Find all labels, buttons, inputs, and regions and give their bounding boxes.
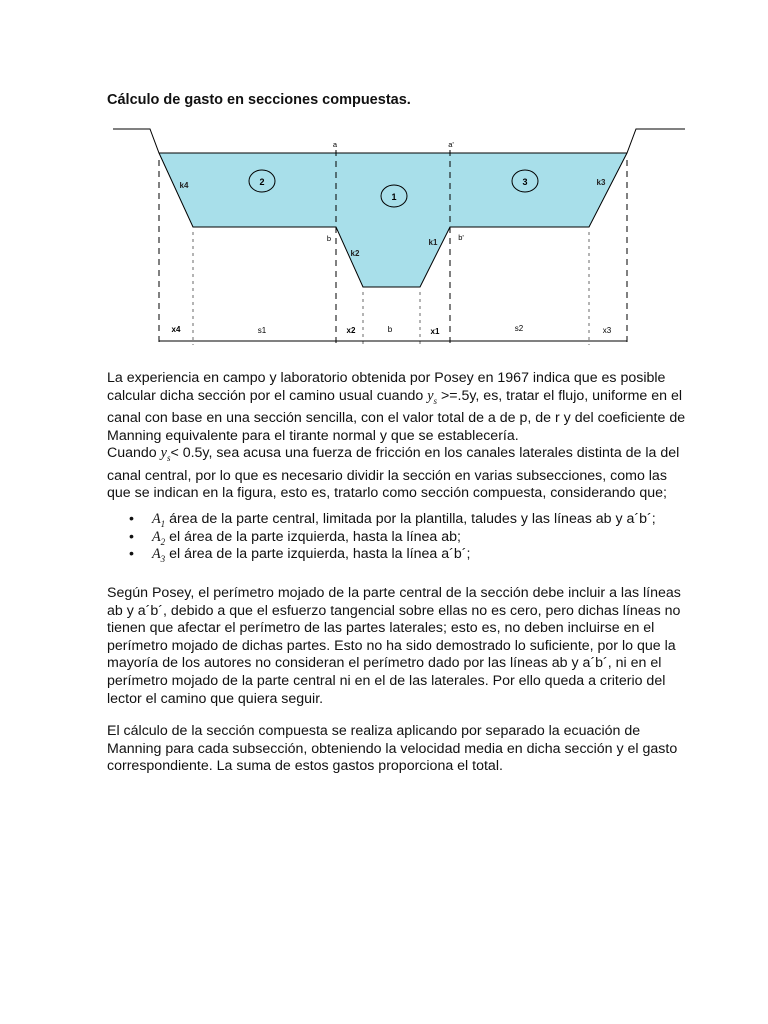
list-item: • $A_1$ área de la parte central, limitada por la plantilla, taludes y las líneas ab y a´b´; — [107, 511, 656, 529]
p1-text-1: La experiencia en campo y laboratorio obtenida por Posey en 1967 indica que es posible calcular dicha sección por el camino usual cuando — [107, 370, 666, 404]
var-ys-2: $y_s$ — [160, 445, 171, 464]
compound-channel-diagram — [0, 120, 768, 355]
slope-k1-label: k1 — [428, 238, 438, 247]
dim-x2-label: x2 — [346, 326, 356, 335]
point-b-prime-label: b' — [458, 233, 464, 242]
point-b-label: b — [326, 234, 332, 243]
list-item: • $A_3$ el área de la parte izquierda, hasta la línea a´b´; — [107, 546, 656, 564]
document-title: Cálculo de gasto en secciones compuestas. — [107, 92, 411, 108]
p1-text-3: Cuando — [107, 445, 161, 462]
region-3-label: 3 — [522, 177, 528, 187]
region-1-label: 1 — [391, 192, 397, 202]
region-2-label: 2 — [259, 177, 265, 187]
dim-x1-label: x1 — [430, 327, 440, 336]
point-a-prime-label: a' — [448, 140, 454, 149]
dim-s2-label: s2 — [514, 324, 524, 333]
slope-k4-label: k4 — [179, 181, 189, 190]
p1-text-2: >=.5y, es, tratar el flujo, uniforme en el canal con base en una sección sencilla, con el valor total de a de p, de r y del coeficiente de Manning equivalente para el tirante normal y que se establecería. — [107, 387, 686, 444]
paragraph-posey-intro — [107, 370, 689, 503]
dim-x3-label: x3 — [602, 326, 612, 335]
list-item: • $A_2$ el área de la parte izquierda, hasta la línea ab; — [107, 529, 656, 547]
slope-k3-label: k3 — [596, 178, 606, 187]
dim-s1-label: s1 — [257, 326, 267, 335]
p1-text-4: < 0.5y, sea acusa una fuerza de fricción en los canales laterales distinta de la del canal central, por lo que es necesario dividir la sección en varias subsecciones, como las que se indican en la figura, esto es, tratarlo como sección compuesta, considerando que; — [107, 445, 680, 502]
point-a-label: a — [332, 140, 338, 149]
paragraph-posey-perimeter: Según Posey, el perímetro mojado de la parte central de la sección debe incluir a las líneas ab y a´b´, debido a que el esfuerzo tangencial sobre ellas no es cero, pero dichas líneas no tienen que afectar el perímetro de las partes laterales; esto es, no deben incluirse en el perímetro mojado de dichas partes. Esto no ha sido demostrado lo suficiente, por lo que la mayoría de los autores no consideran el perímetro dado por las líneas ab y a´b´, ni en el perímetro mojado de la parte central ni en el de las laterales. Por ello queda a criterio del lector el camino que quiera seguir. — [107, 585, 681, 707]
dim-x4-label: x4 — [171, 325, 181, 334]
paragraph-manning-calculation: El cálculo de la sección compuesta se realiza aplicando por separado la ecuación de Manning para cada subsección, obteniendo la velocidad media en dicha sección y el gasto correspondiente. La suma de estos gastos proporciona el total. — [107, 723, 678, 775]
dim-b-label: b — [387, 325, 393, 334]
slope-k2-label: k2 — [350, 249, 360, 258]
var-ys: $y_s$ — [427, 387, 438, 406]
area-definitions-list — [107, 511, 656, 564]
water-area — [159, 153, 627, 287]
